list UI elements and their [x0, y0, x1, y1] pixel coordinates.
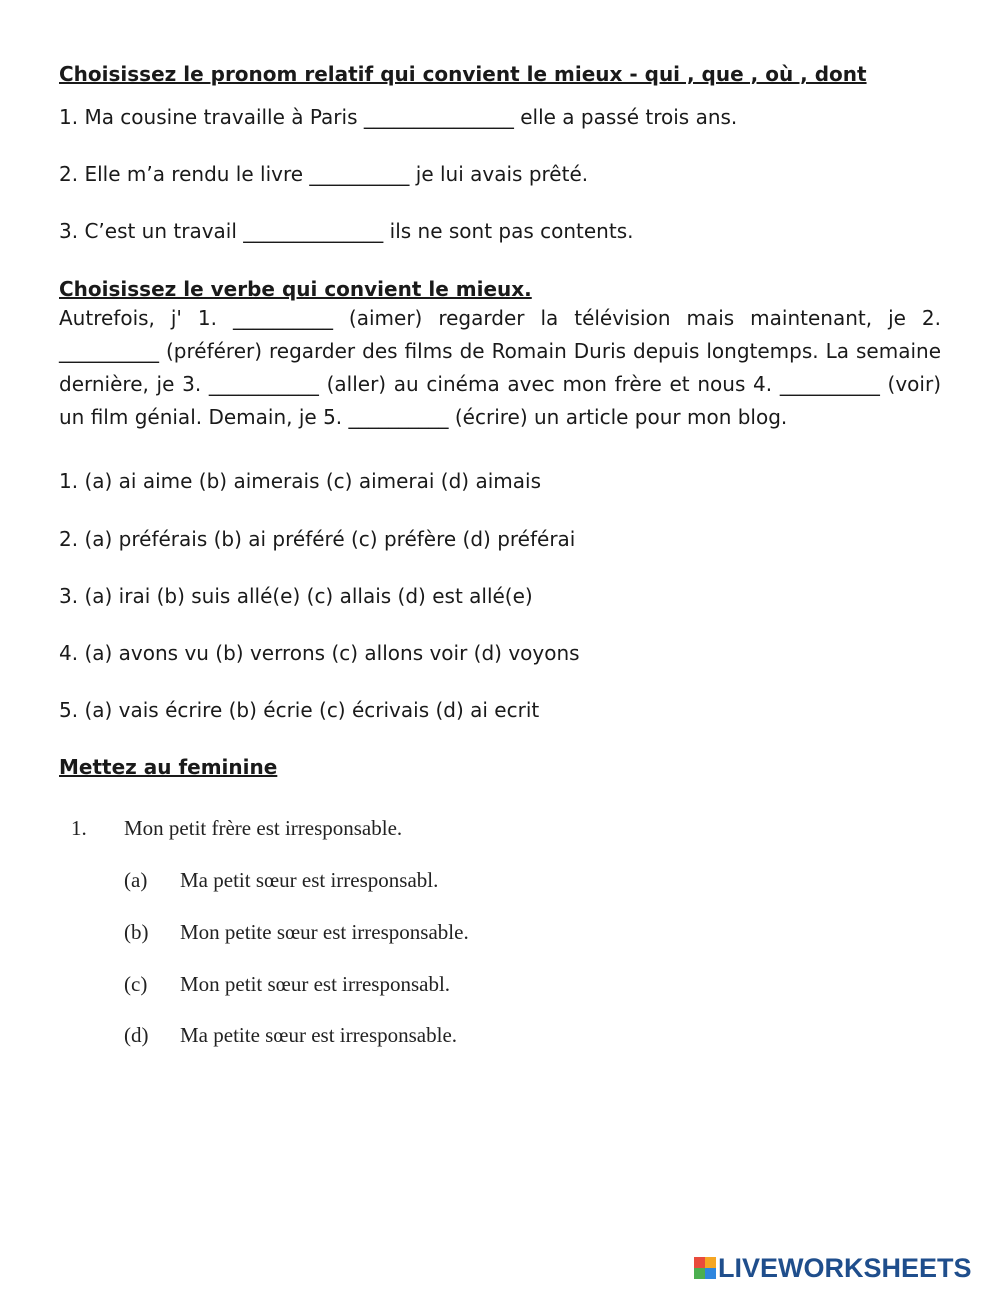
choice-text: Ma petit sœur est irresponsabl.	[180, 868, 439, 892]
choice-text: Mon petite sœur est irresponsable.	[180, 920, 469, 944]
feminine-choice-a	[124, 868, 438, 893]
verb-options-3: 3. (a) irai (b) suis allé(e) (c) allais (d) est allé(e)	[59, 584, 533, 608]
question-2: 2. Elle m’a rendu le livre __________ je lui avais prêté.	[59, 162, 589, 186]
verb-options-2: 2. (a) préférais (b) ai préféré (c) préfère (d) préférai	[59, 527, 576, 551]
logo-grid-icon	[694, 1257, 716, 1279]
feminine-choice-c	[124, 972, 450, 997]
question-3: 3. C’est un travail ______________ ils ne sont pas contents.	[59, 219, 634, 243]
logo-square-3	[694, 1268, 705, 1279]
verb-options-5: 5. (a) vais écrire (b) écrie (c) écrivais (d) ai ecrit	[59, 698, 540, 722]
section-title-feminine: Mettez au feminine	[59, 755, 278, 779]
section-title-relative-pronoun: Choisissez le pronom relatif qui convient le mieux - qui , que , où , dont	[59, 62, 867, 86]
question-1: 1. Ma cousine travaille à Paris _______________ elle a passé trois ans.	[59, 105, 738, 129]
choice-letter: (b)	[124, 920, 149, 944]
feminine-choice-d	[124, 1023, 457, 1048]
choice-letter: (c)	[124, 972, 148, 996]
verb-paragraph: Autrefois, j' 1. __________ (aimer) regarder la télévision mais maintenant, je 2. __________ (préférer) regarder des films de Romain Duris depuis longtemps. La semaine dernière, je 3. ___________ (aller) au cinéma avec mon frère et nous 4. __________ (voir) un film génial. Demain, je 5. __________ (écrire) un article pour mon blog.	[59, 306, 941, 429]
choice-letter: (a)	[124, 868, 148, 892]
choice-text: Ma petite sœur est irresponsable.	[180, 1023, 458, 1047]
feminine-question-number: 1.	[71, 816, 87, 840]
liveworksheets-logo	[694, 1252, 972, 1284]
verb-options-1: 1. (a) ai aime (b) aimerais (c) aimerai (d) aimais	[59, 469, 541, 493]
section-title-verb: Choisissez le verbe qui convient le mieux.	[59, 277, 532, 301]
feminine-question-text: Mon petit frère est irresponsable.	[124, 816, 403, 840]
verb-options-4: 4. (a) avons vu (b) verrons (c) allons voir (d) voyons	[59, 641, 580, 665]
choice-letter: (d)	[124, 1023, 149, 1047]
logo-square-4	[705, 1268, 716, 1279]
feminine-choice-b	[124, 920, 469, 945]
logo-text: LIVEWORKSHEETS	[718, 1252, 972, 1283]
logo-square-2	[705, 1257, 716, 1268]
logo-square-1	[694, 1257, 705, 1268]
choice-text: Mon petit sœur est irresponsabl.	[180, 972, 451, 996]
feminine-question	[71, 816, 402, 841]
